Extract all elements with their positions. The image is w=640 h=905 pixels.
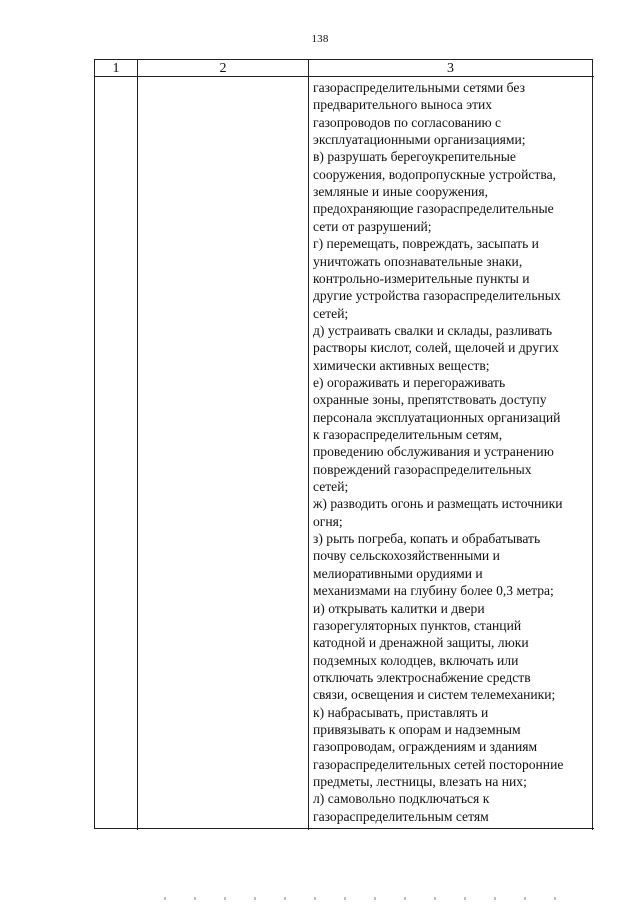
- text-line: мелиоративными орудиями и: [313, 565, 483, 581]
- table-right-border: [592, 60, 593, 830]
- text-line: е) огораживать и перегораживать: [313, 374, 506, 390]
- text-line: сооружения, водопропускные устройства,: [313, 166, 557, 182]
- text-line: газорегуляторных пунктов, станций: [313, 617, 522, 633]
- text-line: и) открывать калитки и двери: [313, 600, 485, 616]
- text-line: отключать электроснабжение средств: [313, 669, 531, 685]
- text-line: другие устройства газораспределительных: [313, 288, 561, 304]
- text-line: д) устраивать свалки и склады, разливать: [313, 322, 553, 338]
- cell-column-1: [95, 77, 137, 828]
- page-number: 138: [311, 33, 329, 45]
- header-column-1: 1: [112, 61, 120, 76]
- text-line: к) набрасывать, приставлять и: [313, 704, 489, 720]
- text-line: контрольно-измерительные пункты и: [313, 270, 530, 286]
- text-line: подземных колодцев, включать или: [313, 652, 519, 668]
- text-line: газораспределительных сетей посторонние: [313, 756, 564, 772]
- header-column-2: 2: [219, 61, 227, 76]
- document-table: [94, 59, 593, 829]
- text-line: механизмами на глубину более 0,3 метра;: [313, 583, 554, 599]
- text-line: в) разрушать берегоукрепительные: [313, 149, 516, 165]
- text-line: сети от разрушений;: [313, 218, 432, 234]
- text-line: почву сельскохозяйственными и: [313, 548, 500, 564]
- text-line: проведению обслуживания и устранению: [313, 444, 554, 460]
- text-line: растворы кислот, солей, щелочей и других: [313, 340, 559, 356]
- text-line: з) рыть погреба, копать и обрабатывать: [313, 531, 541, 547]
- text-line: повреждений газораспределительных: [313, 461, 532, 477]
- text-line: газораспределительным сетям: [313, 808, 489, 824]
- text-line: огня;: [313, 513, 343, 529]
- cell-column-2: [138, 77, 308, 828]
- header-column-3: 3: [447, 61, 454, 76]
- text-line: предметы, лестницы, влезать на них;: [313, 774, 527, 789]
- text-line: катодной и дренажной защиты, люки: [313, 635, 529, 651]
- text-line: эксплуатационными организациями;: [313, 132, 526, 148]
- text-line: персонала эксплуатационных организаций: [313, 409, 561, 425]
- text-line: предохраняющие газораспределительные: [313, 201, 554, 217]
- text-line: связи, освещения и систем телемеханики;: [313, 687, 556, 703]
- text-line: газораспределительными сетями без: [313, 80, 525, 95]
- text-line: сетей;: [313, 305, 349, 321]
- scan-artifact: [150, 897, 580, 900]
- text-line: г) перемещать, повреждать, засыпать и: [313, 236, 539, 252]
- text-line: предварительного выноса этих: [313, 97, 493, 113]
- text-line: земляные и иные сооружения,: [313, 184, 488, 200]
- text-line: уничтожать опознавательные знаки,: [313, 253, 523, 269]
- text-line: к газораспределительным сетям,: [313, 427, 503, 442]
- text-line: л) самовольно подключаться к: [313, 791, 490, 807]
- text-line: сетей;: [313, 479, 349, 495]
- text-line: химически активных веществ;: [313, 357, 490, 373]
- table-bottom-border: [95, 828, 594, 829]
- text-line: охранные зоны, препятствовать доступу: [313, 392, 547, 408]
- text-line: ж) разводить огонь и размещать источники: [313, 496, 563, 512]
- column-divider-2: [308, 60, 309, 830]
- text-line: газопроводам, ограждениям и зданиям: [313, 739, 538, 755]
- text-line: привязывать к опорам и надземным: [313, 721, 521, 737]
- text-line: газопроводов по согласованию с: [313, 114, 502, 130]
